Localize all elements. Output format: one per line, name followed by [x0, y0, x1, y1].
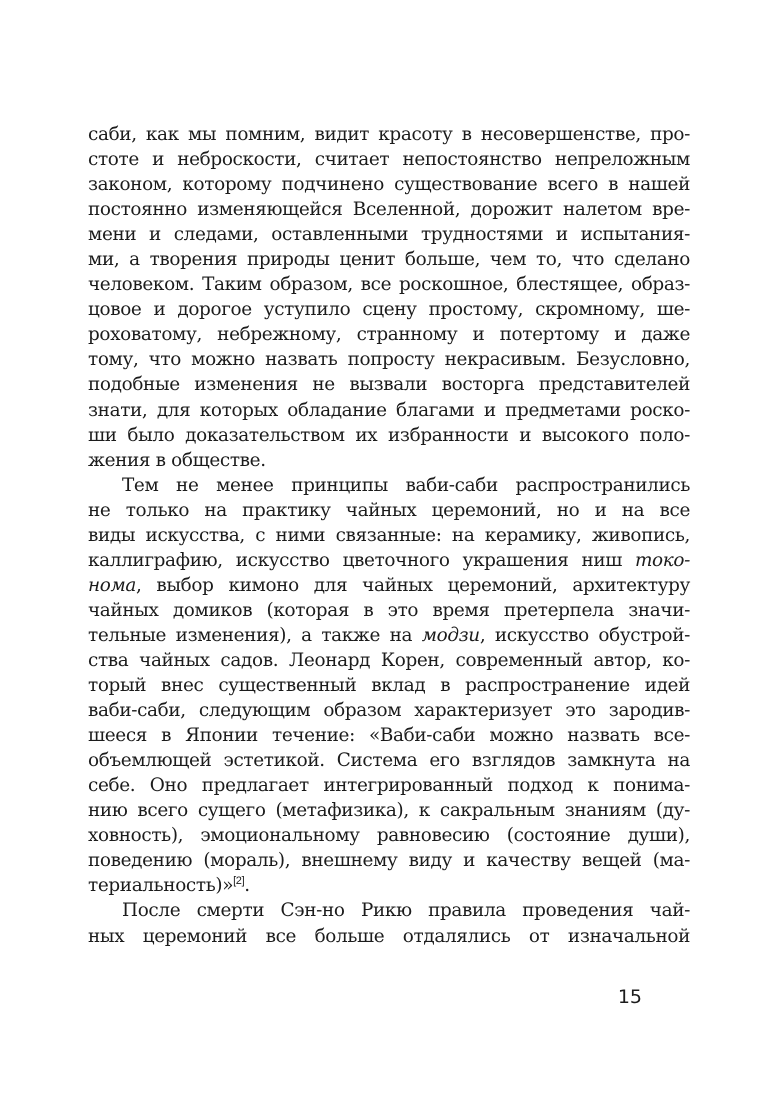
text-run: , выбор кимоно для чайных церемоний, архитектуру: [136, 574, 690, 596]
text-line: себе. Оно предлагает интегрированный подход к понима-: [88, 775, 690, 797]
text-line: ных церемоний все больше отдалялись от изначальной: [88, 925, 690, 947]
text-line: человеком. Таким образом, все роскошное, блестящее, образ-: [88, 274, 690, 296]
page-number: 15: [617, 986, 642, 1008]
text-line: тому, что можно назвать попросту некрасивым. Безусловно,: [88, 349, 690, 371]
text-line: ми, а творения природы ценит больше, чем то, что сделано: [88, 249, 690, 271]
text-line: торый внес существенный вклад в распространение идей: [88, 675, 690, 697]
text-line: [88, 873, 690, 898]
text-line: ши было доказательством их избранности и высокого поло-: [88, 424, 690, 446]
italic-term: модзи: [421, 624, 480, 646]
text-line: стоте и неброскости, считает непостоянство непреложным: [88, 149, 690, 171]
text-line: После смерти Сэн-но Рикю правила проведения чай-: [122, 900, 690, 922]
text-line: цовое и дорогое уступило сцену простому, скромному, ше-: [88, 299, 690, 321]
text-line: виды искусства, с ними связанные: на керамику, живопись,: [88, 524, 690, 546]
text-run: каллиграфию, искусство цветочного украшения ниш: [88, 549, 635, 571]
text-line: чайных домиков (которая в это время претерпела значи-: [88, 599, 690, 621]
text-line: поведению (мораль), внешнему виду и качеству вещей (ма-: [88, 850, 690, 872]
text-line: ваби-саби, следующим образом характеризует это зародив-: [88, 700, 690, 722]
italic-term: токо-: [634, 549, 690, 571]
text-run: териальность)»: [88, 875, 234, 897]
text-line: Тем не менее принципы ваби-саби распространились: [122, 474, 690, 496]
text-line: объемлющей эстетикой. Система его взглядов замкнута на: [88, 750, 690, 772]
text-run: .: [244, 875, 250, 897]
text-line: не только на практику чайных церемоний, но и на все: [88, 499, 690, 521]
text-line: жения в обществе.: [88, 449, 266, 471]
paragraph-1: [88, 122, 690, 473]
text-line: законом, которому подчинено существование всего в нашей: [88, 174, 690, 196]
text-line: шееся в Японии течение: «Ваби-саби можно назвать все-: [88, 725, 690, 747]
text-line: [88, 573, 690, 598]
text-run: , искусство обустрой-: [479, 624, 690, 646]
text-line: [88, 548, 690, 573]
paragraph-2: [88, 473, 690, 899]
text-line: [88, 623, 690, 648]
text-line: ства чайных садов. Леонард Корен, современный автор, ко-: [88, 649, 690, 671]
text-line: саби, как мы помним, видит красоту в несовершенстве, про-: [88, 124, 690, 145]
text-run: тельные изменения), а также на: [88, 624, 422, 646]
text-line: подобные изменения не вызвали восторга представителей: [88, 374, 690, 396]
paragraph-3: [88, 898, 690, 948]
text-line: знати, для которых обладание благами и предметами роско-: [88, 399, 690, 421]
body-text: [88, 122, 690, 949]
italic-term: нома: [88, 574, 136, 596]
text-line: постоянно изменяющейся Вселенной, дорожит налетом вре-: [88, 199, 690, 221]
text-line: мени и следами, оставленными трудностями и испытания-: [88, 224, 690, 246]
text-line: ховность), эмоциональному равновесию (состояние души),: [88, 825, 690, 847]
text-line: нию всего сущего (метафизика), к сакральным знаниям (ду-: [88, 800, 690, 822]
text-line: роховатому, небрежному, странному и потертому и даже: [88, 324, 690, 346]
footnote-reference[interactable]: [2]: [233, 875, 245, 888]
